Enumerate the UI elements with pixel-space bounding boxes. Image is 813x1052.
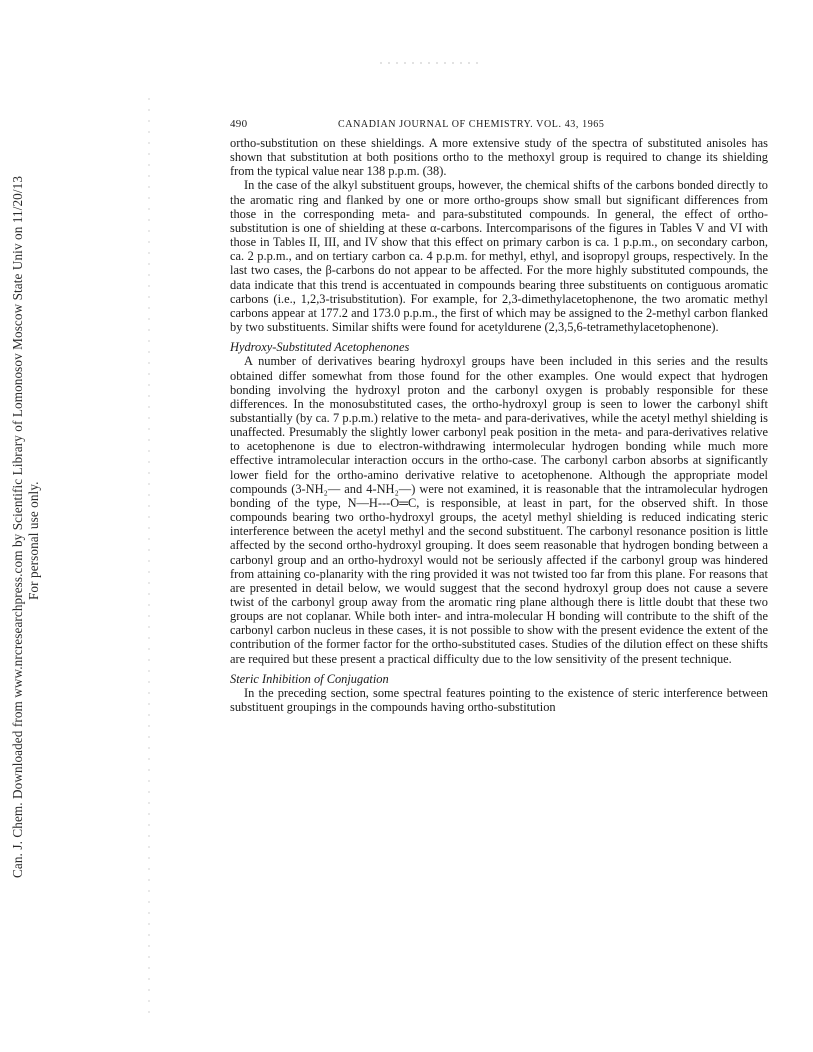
paragraph-hydroxy: A number of derivatives bearing hydroxyl groups have been included in this series and the results obtained differ somewhat from those found for the other examples. One would expect that hydrogen bonding involving the hydroxyl proton and the carbonyl oxygen is probably responsible for these differences. In the monosubstituted cases, the ortho-hydroxyl group is seen to lower the carbonyl shift substantially (by ca. 7 p.p.m.) relative to the meta- and para-derivatives, while the acetyl methyl shielding is unaffected. Presumably the slightly lower carbonyl peak position in the meta- and para-derivatives relative to acetophenone is due to electron-withdrawing intermolecular hydrogen bonding while much more effective intramolecular interaction occurs in the ortho-case. The carbonyl carbon absorbs at significantly lower field for the ortho-amino derivative relative to acetophenone. Although the appropriate model compounds (3-NH₂— and 4-NH₂—) were not examined, it is reasonable that the intramolecular hydrogen bonding of the type, N—H---O═C, is responsible, at least in part, for the observed shift. In those compounds bearing two ortho-hydroxyl groups, the acetyl methyl shielding is reduced indicating steric interference between the acetyl methyl and the second substituent. The carbonyl resonance position is little affected by the second ortho-hydroxyl grouping. It does seem reasonable that hydrogen bonding between a carbonyl group and an ortho-hydroxyl would not be seriously affected if the carbonyl group was hindered from attaining co-planarity with the ring provided it was not twisted too far from this plane. For reasons that are presented in detail below, we would suggest that the second hydroxyl group does not cause a severe twist of the carbonyl group away from the aromatic ring plane although there is little doubt that these two groups are not coplanar. While both inter- and intra-molecular H bonding will contribute to the shift of the carbonyl carbon nucleus in these cases, it is not possible to show with the present evidence the extent of the contribution of the former factor for the ortho-substituted cases. Studies of the dilution effect on these shifts are required but these present a practical difficulty due to the low sensitivity of the present technique. (230, 354, 768, 666)
running-head (230, 118, 768, 136)
scan-artifact-gutter (148, 98, 150, 1018)
watermark-usage-line: For personal use only. (26, 481, 41, 600)
paragraph-alkyl-groups: In the case of the alkyl substituent groups, however, the chemical shifts of the carbons bonded directly to the aromatic ring and flanked by one or more ortho-groups show small but significant differences from those in the corresponding meta- and para-substituted compounds. In general, the effect of ortho-substitution is one of shielding at these α-carbons. Intercomparisons of the figures in Tables V and VI with those in Tables II, III, and IV show that this effect on primary carbon is ca. 1 p.p.m., on secondary carbon, ca. 2 p.p.m., and on tertiary carbon ca. 4 p.p.m. for methyl, ethyl, and isopropyl groups, respectively. In the last two cases, the β-carbons do not appear to be affected. For the more highly substituted compounds, the data indicate that this trend is accentuated in compounds bearing three substituents on contiguous aromatic carbons (i.e., 1,2,3-trisubstitution). For example, for 2,3-dimethylacetophenone, the two aromatic methyl carbons appear at 177.2 and 173.0 p.p.m., the first of which may be assigned to the 2-methyl carbon flanked by two substituents. Similar shifts were found for acetyldurene (2,3,5,6-tetramethylacetophenone). (230, 178, 768, 335)
watermark-source-line: Can. J. Chem. Downloaded from www.nrcresearchpress.com by Scientific Library of Lomonosov Moscow State Univ on 11/20/13 (10, 175, 25, 878)
paragraph-continuation: ortho-substitution on these shieldings. A more extensive study of the spectra of substituted anisoles has shown that substitution at both positions ortho to the methoxyl group is required to change its shielding from the typical value near 138 p.p.m. (38). (230, 136, 768, 179)
scan-artifact-top (380, 62, 480, 64)
journal-title: CANADIAN JOURNAL OF CHEMISTRY. VOL. 43, 1965 (338, 119, 605, 130)
journal-page (230, 118, 768, 714)
download-watermark (6, 120, 46, 920)
paragraph-steric: In the preceding section, some spectral features pointing to the existence of steric interference between substituent groupings in the compounds having ortho-substitution (230, 685, 768, 715)
section-heading-hydroxy: Hydroxy-Substituted Acetophenones (230, 340, 410, 355)
section-heading-steric: Steric Inhibition of Conjugation (230, 671, 389, 686)
article-body (230, 136, 768, 714)
page-number: 490 (230, 118, 248, 130)
